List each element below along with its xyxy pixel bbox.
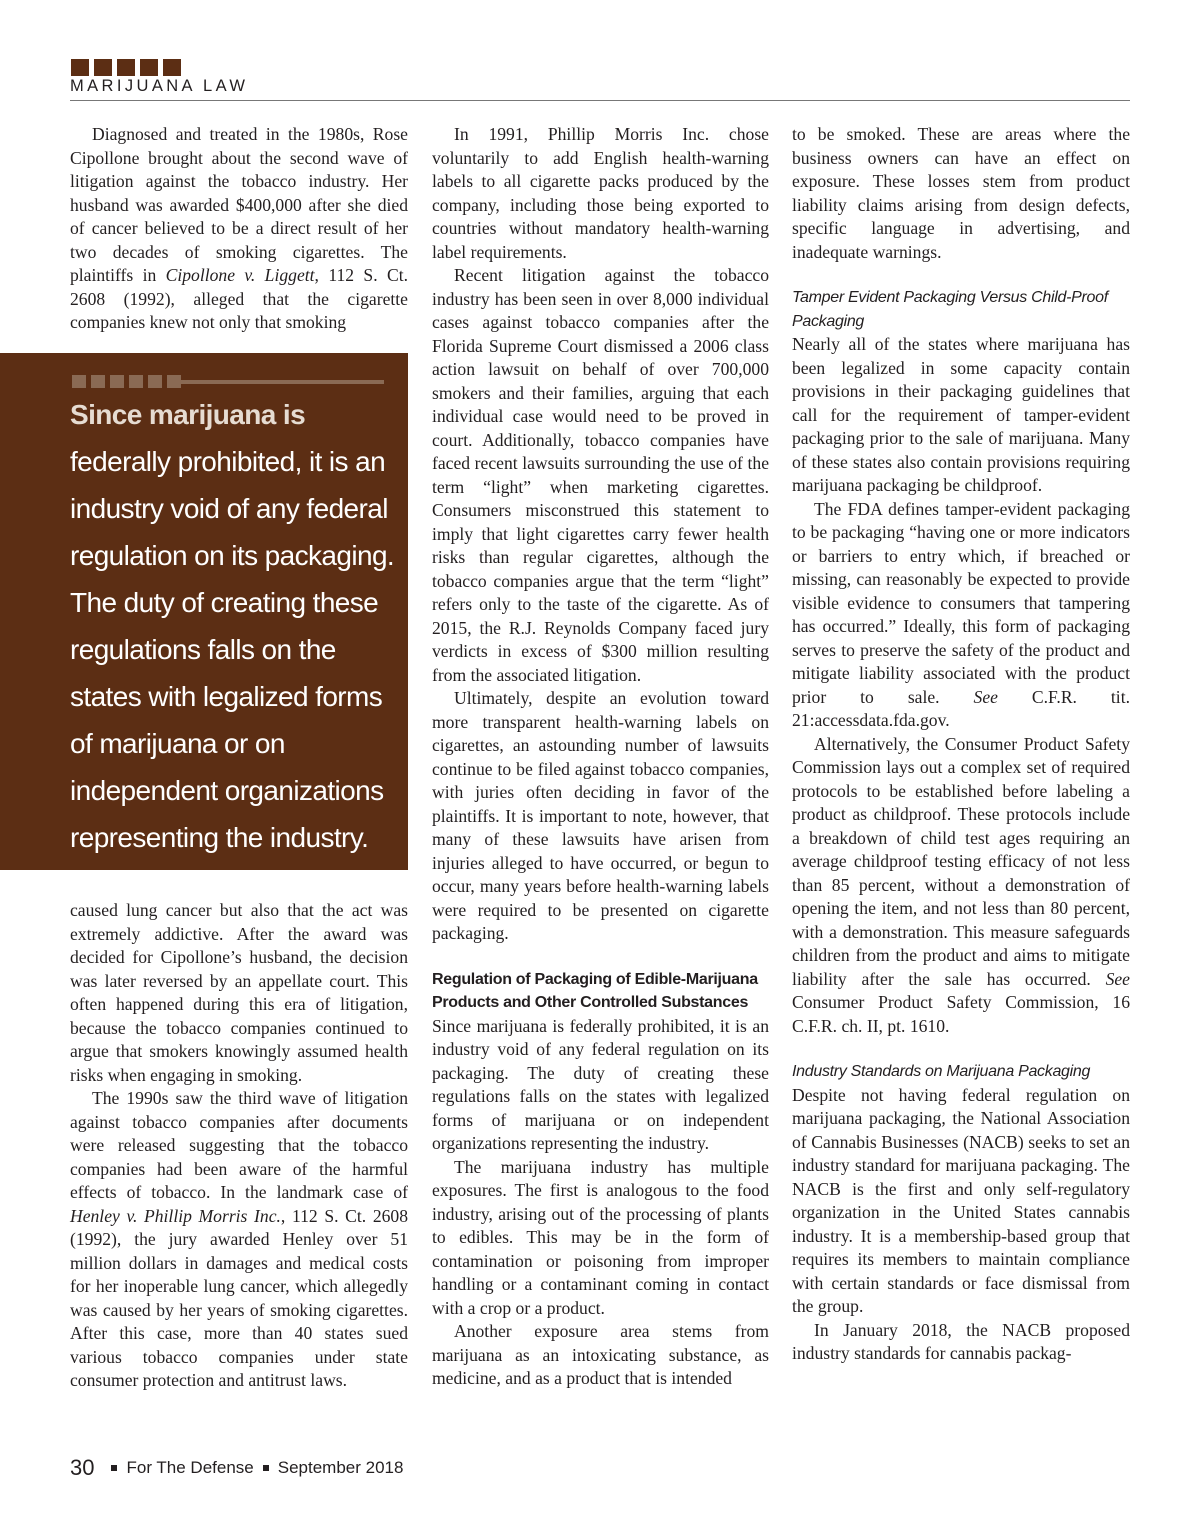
column-1-top (70, 123, 408, 335)
bullet-icon (263, 1465, 269, 1471)
paragraph: Since marijuana is federally prohibited, it is an industry void of any federal regulation on its packaging. The duty of creating these regulations falls on the states with legalized forms of marijuana or on independent organizations representing the industry. (432, 1015, 769, 1153)
paragraph: Nearly all of the states where marijuana has been legalized in some capacity contain provisions in their packaging guidelines that call for the requirement of tamper-evident packaging prior to the sale of marijuana. Many of these states also contain provisions requiring marijuana packaging be childproof. (792, 334, 1130, 495)
pull-quote (0, 353, 408, 870)
paragraph: In January 2018, the NACB proposed industry standards for cannabis packag- (792, 1319, 1130, 1363)
paragraph: The 1990s saw the third wave of litigation against tobacco companies after documents were released suggesting that the tobacco companies had been aware of the harmful effects of tobacco. In the landmark case of Henley v. Phillip Morris Inc., 112 S. Ct. 2608 (1992), the jury awarded Henley over 51 million dollars in damages and medical costs for her inoperable lung cancer, which allegedly was caused by her years of smoking cigarettes. After this case, more than 40 states sued various tobacco companies under state consumer protection and antitrust laws. (70, 1088, 409, 1390)
publication-name: For The Defense (126, 1458, 254, 1477)
pull-quote-text (70, 391, 400, 861)
issue-date: September 2018 (277, 1458, 404, 1477)
paragraph: Alternatively, the Consumer Product Safety Commission lays out a complex set of required protocols to be established before labeling a product as childproof. These protocols include a breakdown of child test ages requiring an average childproof testing efficacy of not less than 85 percent, without a demonstration of opening the item, and not less than 80 percent, with a demonstration. This measure safeguards children from the product and aims to mitigate liability after the sale has occurred. See Consumer Product Safety Commission, 16 C.F.R. ch. II, pt. 1610. (792, 733, 1130, 1036)
paragraph: The FDA defines tamper-evident packaging to be packaging “having one or more indicators or barriers to entry which, if breached or missing, can reasonably be expected to provide visible evidence to consumers that tampering has occurred.” Ideally, this form of packaging serves to preserve the safety of the product and mitigate liability associated with the product prior to sale. See C.F.R. tit. 21:accessdata.fda.gov. (792, 498, 1130, 730)
paragraph: caused lung cancer but also that the act was extremely addictive. After the award was decided for Cipollone’s husband, the decision was later reversed by an appellate court. This often happened during this era of litigation, because the tobacco companies continued to argue that smokers knowingly assumed health risks when engaging in smoking. (70, 900, 408, 1085)
header-rule (70, 100, 1130, 101)
column-3 (792, 123, 1130, 1366)
pull-quote-rule (170, 380, 384, 384)
subheading: Tamper Evident Packaging Versus Child-Proof Packaging (792, 289, 1108, 330)
paragraph: Another exposure area stems from marijuana as an intoxicating substance, as medicine, and as a product that is intended (432, 1321, 769, 1388)
column-1-bottom (70, 899, 408, 1393)
paragraph: to be smoked. These are areas where the business owners can have an effect on exposure. These losses stem from product liability claims arising from design defects, specific language in advertising, and inadequate warnings. (792, 124, 1130, 262)
paragraph: Ultimately, despite an evolution toward more transparent health-warning labels on cigarettes, an astounding number of lawsuits continue to be filed against tobacco companies, with juries often deciding in favor of the plaintiffs. It is important to note, however, that many of these lawsuits have arisen from injuries alleged to have occurred, or begun to occur, many years before health-warning labels were required to be presented on cigarette packaging. (432, 688, 769, 943)
paragraph: In 1991, Phillip Morris Inc. chose voluntarily to add English health-warning labels to all cigarette packs produced by the company, including those being exported to countries without mandatory health-warning label requirements. (432, 124, 769, 262)
header-squares-decoration (71, 59, 181, 76)
paragraph: Diagnosed and treated in the 1980s, Rose Cipollone brought about the second wave of litigation against the tobacco industry. Her husband was awarded $400,000 after she died of cancer believed to be a direct result of her two decades of smoking cigarettes. The plaintiffs in Cipollone v. Liggett, 112 S. Ct. 2608 (1992), alleged that the cigarette companies knew not only that smoking (70, 124, 409, 332)
bullet-icon (111, 1465, 117, 1471)
pull-quote-squares (72, 375, 181, 388)
column-2 (432, 123, 769, 1391)
page-footer (70, 1455, 403, 1481)
section-label: MARIJUANA LAW (70, 77, 249, 95)
paragraph: The marijuana industry has multiple exposures. The first is analogous to the food industry, arising out of the processing of plants to edibles. This may be in the form of contamination or poisoning from improper handling or a contaminant coming in contact with a crop or a product. (432, 1156, 769, 1318)
paragraph: Despite not having federal regulation on marijuana packaging, the National Association of Cannabis Businesses (NACB) seeks to set an industry standard for marijuana packaging. The NACB is the first and only self-regulatory organization in the United States cannabis industry. It is a membership-based group that requires its members to maintain compliance with certain standards or face dismissal from the group. (792, 1084, 1130, 1316)
subheading: Regulation of Packaging of Edible-Marijuana Products and Other Controlled Substances (432, 970, 758, 1011)
subheading: Industry Standards on Marijuana Packaging (792, 1063, 1091, 1080)
paragraph: Recent litigation against the tobacco industry has been seen in over 8,000 individual cases against tobacco companies after the Florida Supreme Court dismissed a 2006 class action lawsuit on behalf of over 700,000 smokers and their families, arguing that each individual case would need to be proved in court. Additionally, tobacco companies have faced recent lawsuits surrounding the use of the term “light” when marketing cigarettes. Consumers misconstrued this statement to imply that light cigarettes carry fewer health risks than regular cigarettes, although the tobacco companies argue that the term “light” refers only to the taste of the cigarette. As of 2015, the R.J. Reynolds Company faced jury verdicts in excess of $300 million resulting from the associated litigation. (432, 265, 769, 685)
page-number: 30 (70, 1455, 95, 1480)
pull-quote-body: federally prohibited, it is an industry void of any federal regulation on its packaging. The duty of creating these regulations falls on the states with legalized forms of marijuana or on independent organizations representing the industry. (70, 446, 395, 853)
pull-quote-lead: Since marijuana is (70, 399, 306, 430)
